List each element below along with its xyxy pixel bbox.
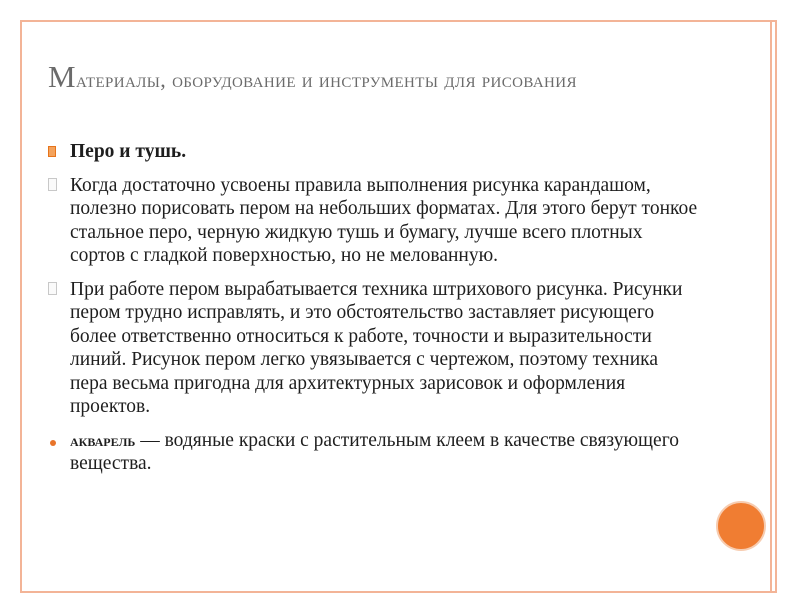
- title-rest: атериалы, оборудование и инструменты для рисования: [75, 67, 577, 92]
- item-text: — водяные краски с растительным клеем в качестве связующего вещества.: [70, 429, 679, 474]
- orange-square-bullet-icon: [48, 146, 56, 157]
- item-text: Когда достаточно усвоены правила выполнения рисунка карандашом, полезно порисовать пером на небольших форматах. Для этого берут тонкое стальное перо, черную жидкую тушь и бумагу, лучше всего плотных сортов с гладкой поверхностью, но не мелованную.: [70, 174, 698, 266]
- content-list: [48, 140, 698, 486]
- orange-dot-bullet-icon: [50, 440, 56, 446]
- frame-right-line: [770, 20, 772, 593]
- title-first-letter: М: [48, 59, 76, 94]
- term-label: акварель: [70, 430, 136, 450]
- item-text: При работе пером вырабатывается техника штрихового рисунка. Рисунки пером трудно исправлять, и это обстоятельство заставляет рисующего более ответственно относиться к работе, точности и выразительности линий. Рисунок пером легко увязывается с чертежом, поэтому техника пера весьма пригодна для архитектурных зарисовок и оформления проектов.: [70, 278, 683, 417]
- list-item-paragraph: [48, 174, 698, 268]
- slide-title: [48, 59, 728, 95]
- item-text: Перо и тушь.: [70, 141, 187, 162]
- list-item-paragraph: [48, 278, 698, 419]
- orange-circle-icon: [716, 501, 766, 551]
- list-item-term: [48, 429, 698, 476]
- outline-square-bullet-icon: [48, 282, 57, 295]
- list-item-heading: [48, 140, 698, 164]
- outline-square-bullet-icon: [48, 178, 57, 191]
